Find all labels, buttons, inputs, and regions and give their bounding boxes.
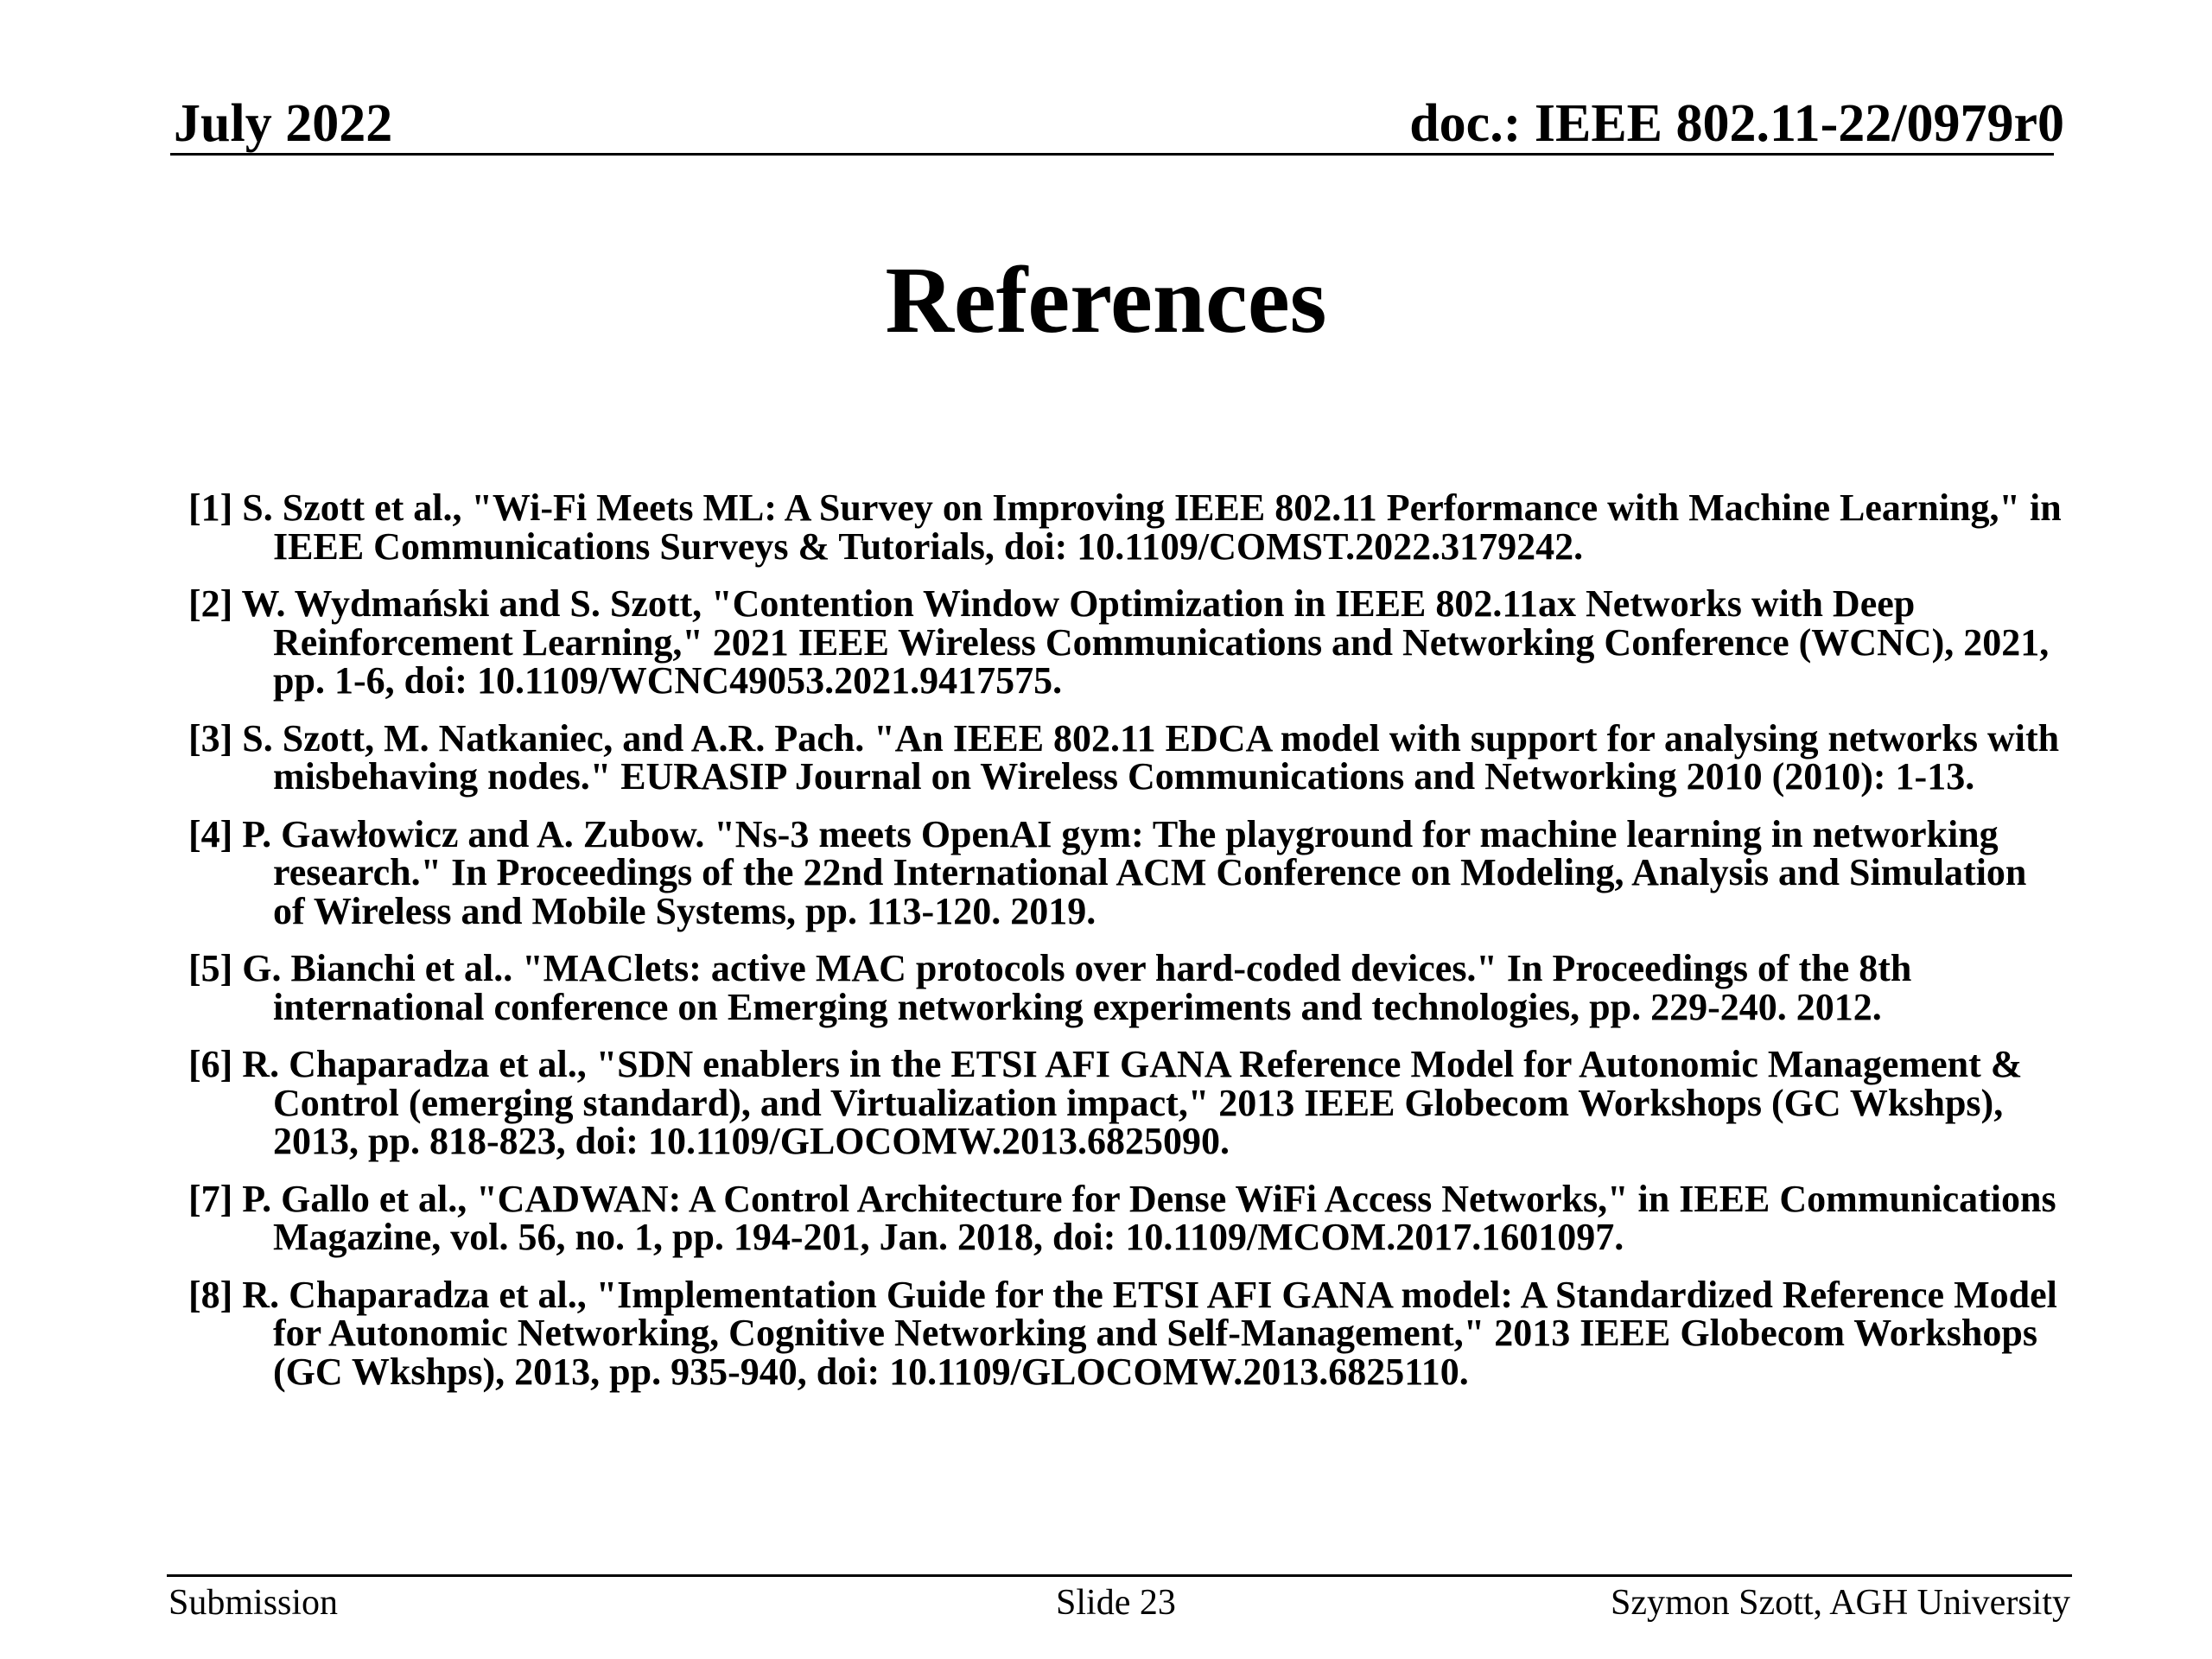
footer-author: Szymon Szott, AGH University	[1611, 1583, 2070, 1623]
reference-item: [1] S. Szott et al., "Wi-Fi Meets ML: A Survey on Improving IEEE 802.11 Performance with Machine Learning," in IEEE Communications Surveys & Tutorials, doi: 10.1109/COMST.2022.3179242.	[188, 486, 2062, 568]
reference-item: [4] P. Gawłowicz and A. Zubow. "Ns-3 meets OpenAI gym: The playground for machine learning in networking research." In Proceedings of the 22nd International ACM Conference on Modeling, Analysis and Simulation of Wireless and Mobile Systems, pp. 113-120. 2019.	[188, 812, 2027, 932]
slide-header	[170, 88, 2064, 156]
header-doc-id: doc.: IEEE 802.11-22/0979r0	[1409, 94, 2064, 153]
reference-list	[188, 486, 2063, 1410]
reference-item: [5] G. Bianchi et al.. "MAClets: active MAC protocols over hard-coded devices." In Proceedings of the 8th international conference on Emerging networking experiments and technologies, pp. 229-240. 2012.	[188, 947, 1912, 1028]
slide-title: References	[885, 247, 1327, 353]
reference-item: [3] S. Szott, M. Natkaniec, and A.R. Pach. "An IEEE 802.11 EDCA model with support for analysing networks with misbehaving nodes." EURASIP Journal on Wireless Communications and Networking 2010 (2010): 1-13.	[188, 716, 2060, 798]
footer-divider	[167, 1574, 2072, 1577]
reference-item: [6] R. Chaparadza et al., "SDN enablers in the ETSI AFI GANA Reference Model for Autonomic Management & Control (emerging standard), and Virtualization impact," 2013 IEEE Globecom Workshops (GC Wkshps), 2013, pp. 818-823, doi: 10.1109/GLOCOMW.2013.6825090.	[188, 1043, 2023, 1162]
footer-submission: Submission	[168, 1583, 339, 1623]
header-date: July 2022	[174, 94, 393, 153]
reference-item: [8] R. Chaparadza et al., "Implementation Guide for the ETSI AFI GANA model: A Standardized Reference Model for Autonomic Networking, Cognitive Networking and Self-Management," 2013 IEEE Globecom Workshops (GC Wkshps), 2013, pp. 935-940, doi: 10.1109/GLOCOMW.2013.6825110.	[188, 1273, 2057, 1393]
reference-item: [2] W. Wydmański and S. Szott, "Contention Window Optimization in IEEE 802.11ax Networks with Deep Reinforcement Learning," 2021 IEEE Wireless Communications and Networking Conference (WCNC), 2021, pp. 1-6, doi: 10.1109/WCNC49053.2021.9417575.	[188, 582, 2050, 702]
footer-slide-number: Slide 23	[1056, 1583, 1176, 1623]
reference-item: [7] P. Gallo et al., "CADWAN: A Control Architecture for Dense WiFi Access Networks," in IEEE Communications Magazine, vol. 56, no. 1, pp. 194-201, Jan. 2018, doi: 10.1109/MCOM.2017.1601097.	[188, 1177, 2056, 1258]
